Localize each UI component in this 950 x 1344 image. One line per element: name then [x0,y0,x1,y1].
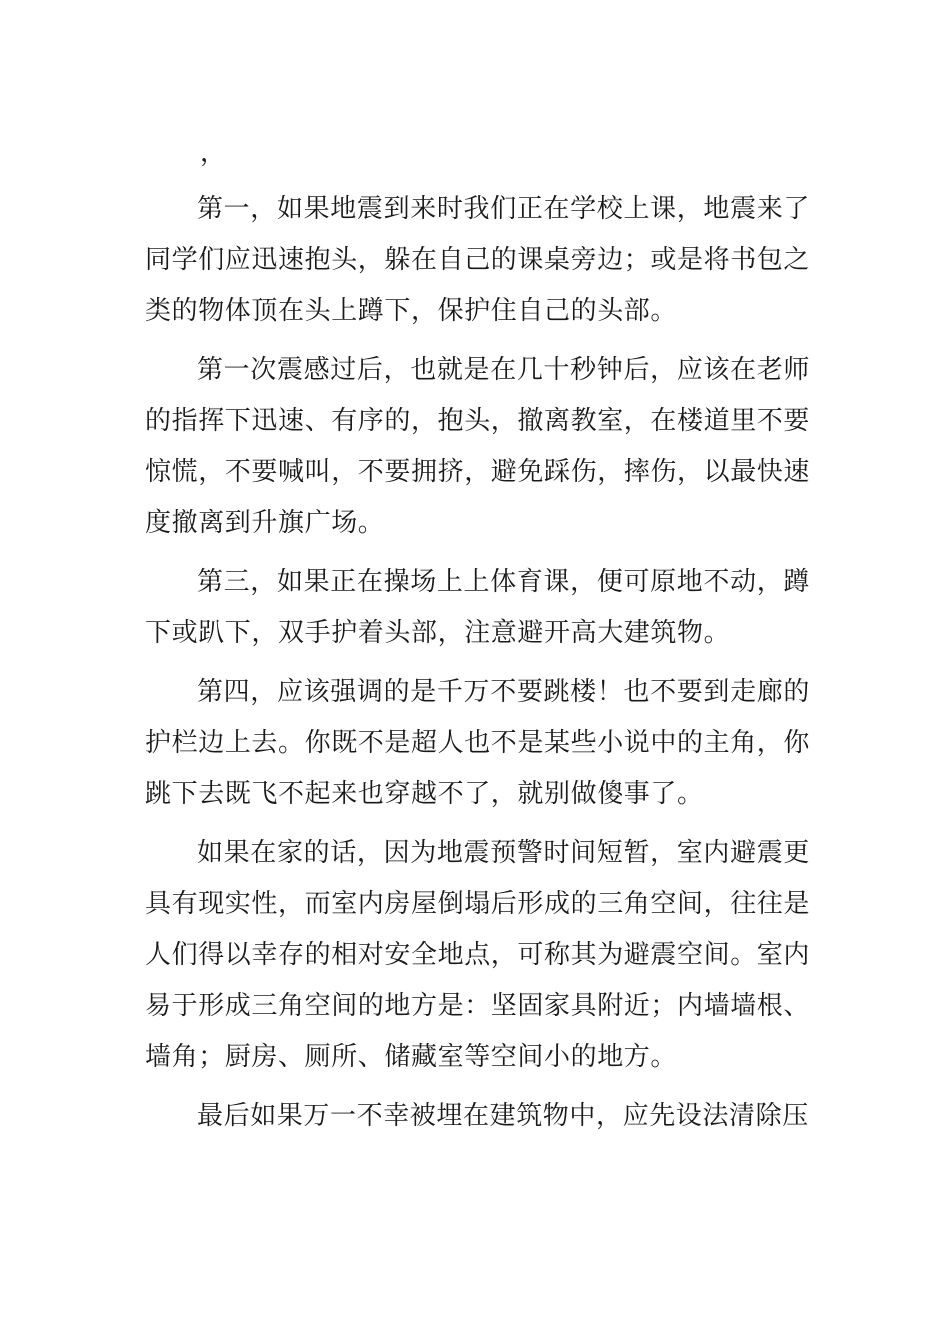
paragraph-no-jumping: 第四，应该强调的是千万不要跳楼！也不要到走廊的护栏边上去。你既不是超人也不是某些小说中的主角，你跳下去既飞不起来也穿越不了，就别做傻事了。 [145,677,811,809]
paragraph-trapped: 最后如果万一不幸被埋在建筑物中，应先设法清除压 [197,1101,809,1131]
paragraph-classroom-safety: 第一，如果地震到来时我们正在学校上课，地震来了同学们应迅速抱头，躲在自己的课桌旁边；或是将书包之类的物体顶在头上蹲下，保护住自己的头部。 [145,194,811,326]
paragraph-evacuation: 第一次震感过后，也就是在几十秒钟后，应该在老师的指挥下迅速、有序的，抱头，撤离教室，在楼道里不要惊慌，不要喊叫，不要拥挤，避免踩伤，摔伤，以最快速度撤离到升旗广场。 [145,355,811,538]
stray-punctuation-mark: ， [200,138,227,168]
document-body [145,184,810,1142]
paragraph-at-home: 如果在家的话，因为地震预警时间短暂，室内避震更具有现实性，而室内房屋倒塌后形成的三角空间，往往是人们得以幸存的相对安全地点，可称其为避震空间。室内易于形成三角空间的地方是：坚固家具附近；内墙墙根、墙角；厨房、厕所、储藏室等空间小的地方。 [145,838,811,1072]
paragraph-playground: 第三，如果正在操场上上体育课，便可原地不动，蹲下或趴下，双手护着头部，注意避开高大建筑物。 [145,567,810,648]
